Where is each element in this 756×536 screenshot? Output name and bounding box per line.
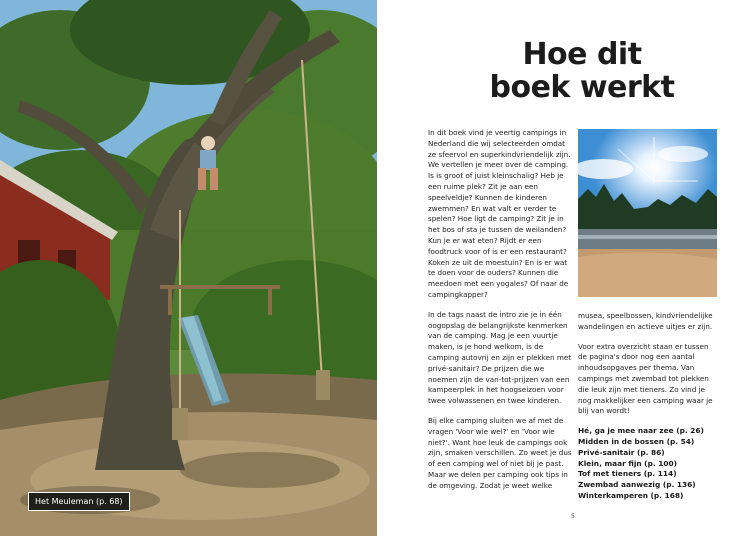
chapter-item: Hé, ga je mee naar zee (p. 26) bbox=[578, 426, 704, 436]
chapter-item: Privé-sanitair (p. 86) bbox=[578, 447, 665, 457]
paragraph-intro: In dit boek vind je veertig campings in Nederland die wij selecteerden omdat ze sfeervol en superkindvriendelijk zijn. We vertellen je meer over de camping. Is is groot of juist kleinschalig? Heb je een ruime plek? Zit je aan een speelveldje? Kunnen de kinderen zwemmen? En wat valt er verder te spelen? Hoe ligt de camping? Zit je in het bos of sta je tussen de weilanden? Kun je er wat eten? Rijdt er een foodtruck voor of is er een restaurant? Koken ze uit de moestuin? En is er wat te doen voor de ouders? Kunnen die meedoen met een yogales? Of naar de campingkapper? bbox=[428, 128, 571, 299]
paragraph-tags: In de tags naast de intro zie je in één oogopslag de belangrijkste kenmerken van de camping. Mag je een vuurtje maken, is je hond welkom, is de camping autovrij en zijn er plekken met privé-sanitair? De prijzen die we noemen zijn de van-tot-prijzen van een kampeerplek in het hoogseizoen voor twee volwassenen en twee kinderen. bbox=[428, 309, 572, 406]
chapter-item: Klein, maar fijn (p. 100) bbox=[578, 458, 678, 468]
lake-sunburst-illustration bbox=[578, 129, 717, 297]
title-line-2: boek werkt bbox=[489, 70, 675, 105]
page-number: 5 bbox=[571, 513, 575, 520]
lake-sun-photo bbox=[578, 129, 717, 297]
chapter-item: Zwembad aanwezig (p. 136) bbox=[578, 480, 696, 490]
paragraph-continued: musea, speelbossen, kindvriendelijke wandelingen en actieve uitjes er zijn. bbox=[578, 311, 713, 331]
title-line-1: Hoe dit bbox=[522, 37, 642, 72]
left-page-photo bbox=[0, 0, 377, 536]
forest-tree-swing-illustration bbox=[0, 0, 377, 536]
page-title bbox=[457, 38, 707, 104]
text-column-left bbox=[428, 128, 573, 501]
chapter-item: Midden in de bossen (p. 54) bbox=[578, 436, 695, 446]
chapter-item: Winterkamperen (p. 168) bbox=[578, 490, 684, 500]
chapter-list bbox=[578, 426, 717, 502]
photo-caption: Het Meuleman (p. 68) bbox=[28, 492, 130, 511]
paragraph-overview: Voor extra overzicht staan er tussen de pagina's door nog een aantal inhoudsopgaves per thema. Van campings met zwembad tot plekken die leuk zijn met tieners. Zo vind je nog makkelijker een camping waar je blij van wordt! bbox=[578, 341, 713, 416]
right-page bbox=[377, 0, 756, 536]
paragraph-questions: Bij elke camping sluiten we af met de vragen 'Voor wie wel?' en 'Voor wie niet?'. Want hoe leuk de campings ook zijn, smaken verschillen. Zo weet je dus of een camping wel of niet bij je past. Maar we delen per camping ook tips in de omgeving. Zodat je weet welke bbox=[428, 415, 572, 490]
text-column-right bbox=[578, 311, 717, 502]
chapter-item: Tof met tieners (p. 114) bbox=[578, 469, 677, 479]
